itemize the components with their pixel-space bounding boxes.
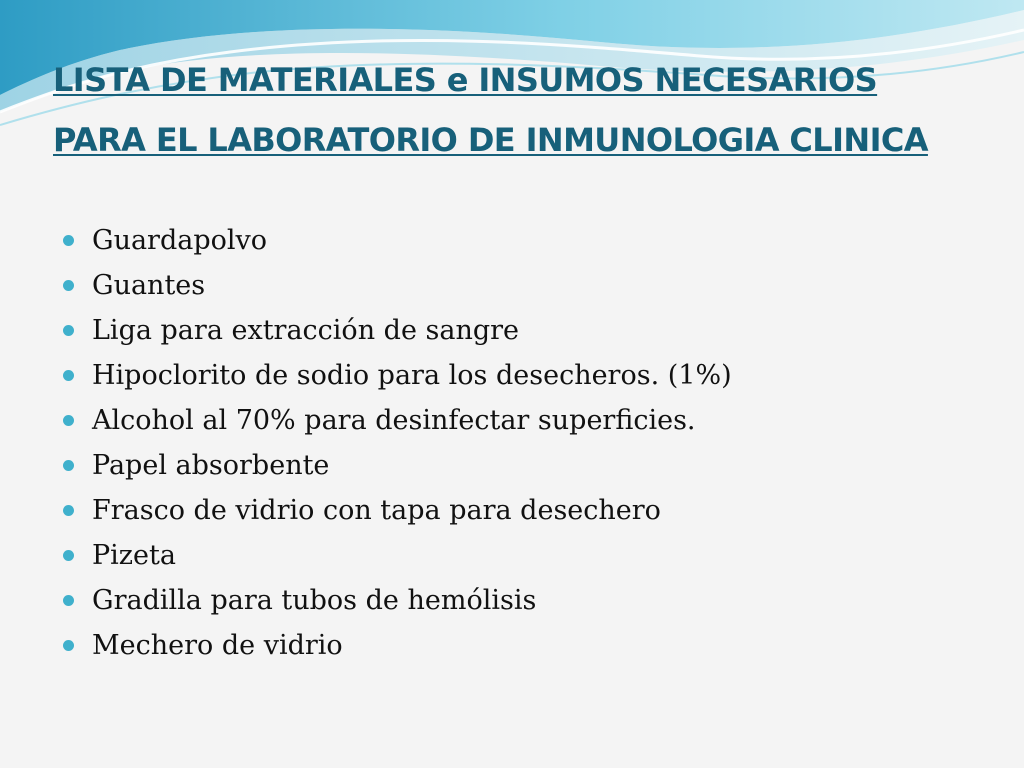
- list-item: [63, 308, 963, 353]
- bullet-icon: [63, 505, 74, 516]
- list-item: [63, 218, 963, 263]
- bullet-icon: [63, 325, 74, 336]
- list-item: [63, 443, 963, 488]
- list-item: [63, 353, 963, 398]
- list-item-text: Guardapolvo: [92, 225, 268, 256]
- bullet-icon: [63, 235, 74, 246]
- list-item: [63, 263, 963, 308]
- bullet-icon: [63, 640, 74, 651]
- slide-title: LISTA DE MATERIALES e INSUMOS NECESARIOS PARA EL LABORATORIO DE INMUNOLOGIA CLINICA: [53, 61, 928, 159]
- materials-list: [63, 218, 963, 668]
- list-item-text: Pizeta: [92, 540, 176, 571]
- bullet-icon: [63, 370, 74, 381]
- list-item-text: Mechero de vidrio: [92, 630, 343, 661]
- list-item: [63, 533, 963, 578]
- bullet-icon: [63, 460, 74, 471]
- bullet-icon: [63, 550, 74, 561]
- bullet-icon: [63, 280, 74, 291]
- list-item-text: Frasco de vidrio con tapa para desechero: [92, 495, 661, 526]
- bullet-icon: [63, 415, 74, 426]
- list-item-text: Liga para extracción de sangre: [92, 315, 520, 346]
- list-item-text: Guantes: [92, 270, 206, 301]
- bullet-icon: [63, 595, 74, 606]
- list-item-text: Papel absorbente: [92, 450, 330, 481]
- list-item: [63, 398, 963, 443]
- list-item-text: Hipoclorito de sodio para los desecheros. (1%): [92, 360, 732, 391]
- list-item: [63, 488, 963, 533]
- list-item: [63, 578, 963, 623]
- list-item-text: Gradilla para tubos de hemólisis: [92, 585, 537, 616]
- list-item-text: Alcohol al 70% para desinfectar superficies.: [92, 405, 696, 436]
- list-item: [63, 623, 963, 668]
